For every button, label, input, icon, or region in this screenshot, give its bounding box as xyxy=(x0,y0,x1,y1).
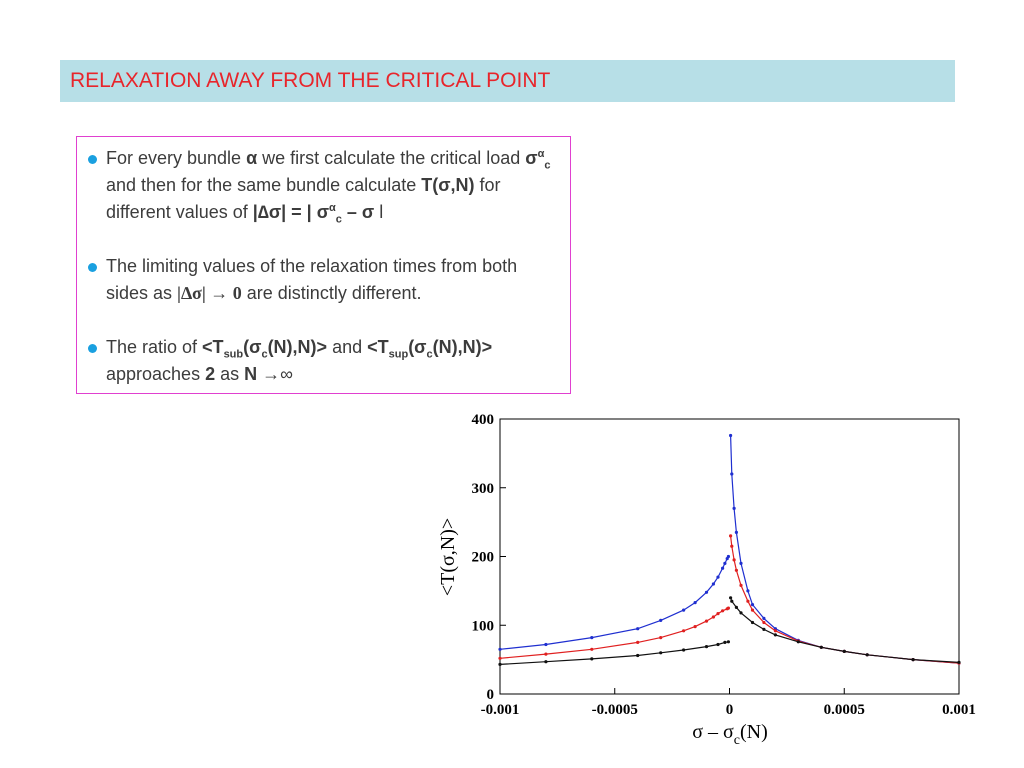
data-point-black xyxy=(727,640,730,643)
data-point-black xyxy=(866,653,869,656)
bullet-3-text: The ratio of $<T_{sub}(\sigma_c(N),N)>$ and $<T_{sup}(\sigma_c(N),N)>$ approaches 2 as N →∞ xyxy=(106,337,493,384)
data-point-red xyxy=(721,609,724,612)
y-tick-label: 0 xyxy=(486,687,494,703)
data-point-red xyxy=(746,600,749,603)
data-point-black xyxy=(957,661,960,664)
data-point-red xyxy=(498,657,501,660)
data-point-red xyxy=(712,615,715,618)
bullet-dot-icon xyxy=(88,155,97,164)
y-tick-label: 100 xyxy=(471,618,494,635)
x-tick-label: 0 xyxy=(725,702,734,718)
data-point-red xyxy=(727,607,730,610)
data-point-blue xyxy=(716,576,719,579)
data-point-blue xyxy=(682,609,685,612)
data-point-black xyxy=(762,628,765,631)
data-point-blue xyxy=(762,617,765,620)
data-point-blue xyxy=(735,531,738,534)
data-point-blue xyxy=(498,648,501,651)
bullet-3 xyxy=(88,334,560,388)
relaxation-chart xyxy=(430,405,1000,760)
data-point-black xyxy=(590,657,593,660)
data-point-black xyxy=(716,643,719,646)
data-point-blue xyxy=(751,603,754,606)
series-group xyxy=(498,434,960,666)
data-point-blue xyxy=(659,619,662,622)
data-point-red xyxy=(739,584,742,587)
data-point-black xyxy=(739,611,742,614)
bullet-dot-icon xyxy=(88,344,97,353)
data-point-black xyxy=(636,654,639,657)
data-point-black xyxy=(843,650,846,653)
x-tick-label: 0.0005 xyxy=(823,702,865,718)
data-point-red xyxy=(590,648,593,651)
x-axis-label: σ – $\sigma_c(N)$ xyxy=(692,721,768,748)
bullet-1-text: For every bundle α we first calculate the critical load $\sigma^\alpha_c$ and then for the same bundle calculate T(σ,N) for different values of |∆σ| = | $\sigma^\alpha_c$ – σ l xyxy=(106,148,551,226)
data-point-red xyxy=(729,534,732,537)
data-point-red xyxy=(730,545,733,548)
data-point-blue xyxy=(739,562,742,565)
data-point-black xyxy=(682,648,685,651)
data-point-black xyxy=(705,645,708,648)
bullet-1 xyxy=(88,145,560,226)
data-point-red xyxy=(544,653,547,656)
y-tick-label: 300 xyxy=(471,480,494,497)
data-point-black xyxy=(659,651,662,654)
data-point-red xyxy=(716,612,719,615)
bullet-2 xyxy=(88,253,560,307)
data-point-black xyxy=(774,633,777,636)
data-point-blue xyxy=(733,507,736,510)
data-point-black xyxy=(723,641,726,644)
data-point-red xyxy=(751,609,754,612)
data-point-blue xyxy=(721,567,724,570)
bullet-box xyxy=(76,136,571,394)
data-point-black xyxy=(498,663,501,666)
data-point-red xyxy=(682,629,685,632)
data-point-red xyxy=(659,636,662,639)
data-point-blue xyxy=(746,589,749,592)
data-point-blue xyxy=(727,555,730,558)
data-point-red xyxy=(694,625,697,628)
data-point-blue xyxy=(723,562,726,565)
y-tick-label: 200 xyxy=(471,549,494,566)
bullet-dot-icon xyxy=(88,263,97,272)
data-point-blue xyxy=(544,643,547,646)
x-tick-label: -0.001 xyxy=(480,702,520,718)
data-point-black xyxy=(820,646,823,649)
data-point-blue xyxy=(636,627,639,630)
data-point-red xyxy=(636,641,639,644)
data-point-red xyxy=(735,569,738,572)
data-point-blue xyxy=(590,636,593,639)
data-point-black xyxy=(735,606,738,609)
data-point-red xyxy=(774,629,777,632)
data-point-black xyxy=(797,640,800,643)
slide-title: RELAXATION AWAY FROM THE CRITICAL POINT xyxy=(70,69,551,92)
data-point-blue xyxy=(729,434,732,437)
data-point-red xyxy=(705,620,708,623)
data-point-black xyxy=(729,596,732,599)
x-tick-label: 0.001 xyxy=(942,702,976,718)
y-axis-label: <T(σ,N)> xyxy=(437,517,459,597)
data-point-blue xyxy=(694,601,697,604)
data-point-blue xyxy=(730,472,733,475)
data-point-black xyxy=(751,621,754,624)
data-point-black xyxy=(730,600,733,603)
data-point-black xyxy=(912,658,915,661)
series-line-red-right xyxy=(731,536,959,663)
data-point-black xyxy=(544,660,547,663)
y-tick-label: 400 xyxy=(471,412,494,428)
data-point-blue xyxy=(705,591,708,594)
x-tick-label: -0.0005 xyxy=(591,702,638,718)
bullet-2-text: The limiting values of the relaxation times from both sides as |∆σ| → 0 are distinctly different. xyxy=(106,256,518,303)
data-point-red xyxy=(762,621,765,624)
data-point-blue xyxy=(712,582,715,585)
data-point-red xyxy=(733,558,736,561)
title-bar xyxy=(60,60,955,102)
